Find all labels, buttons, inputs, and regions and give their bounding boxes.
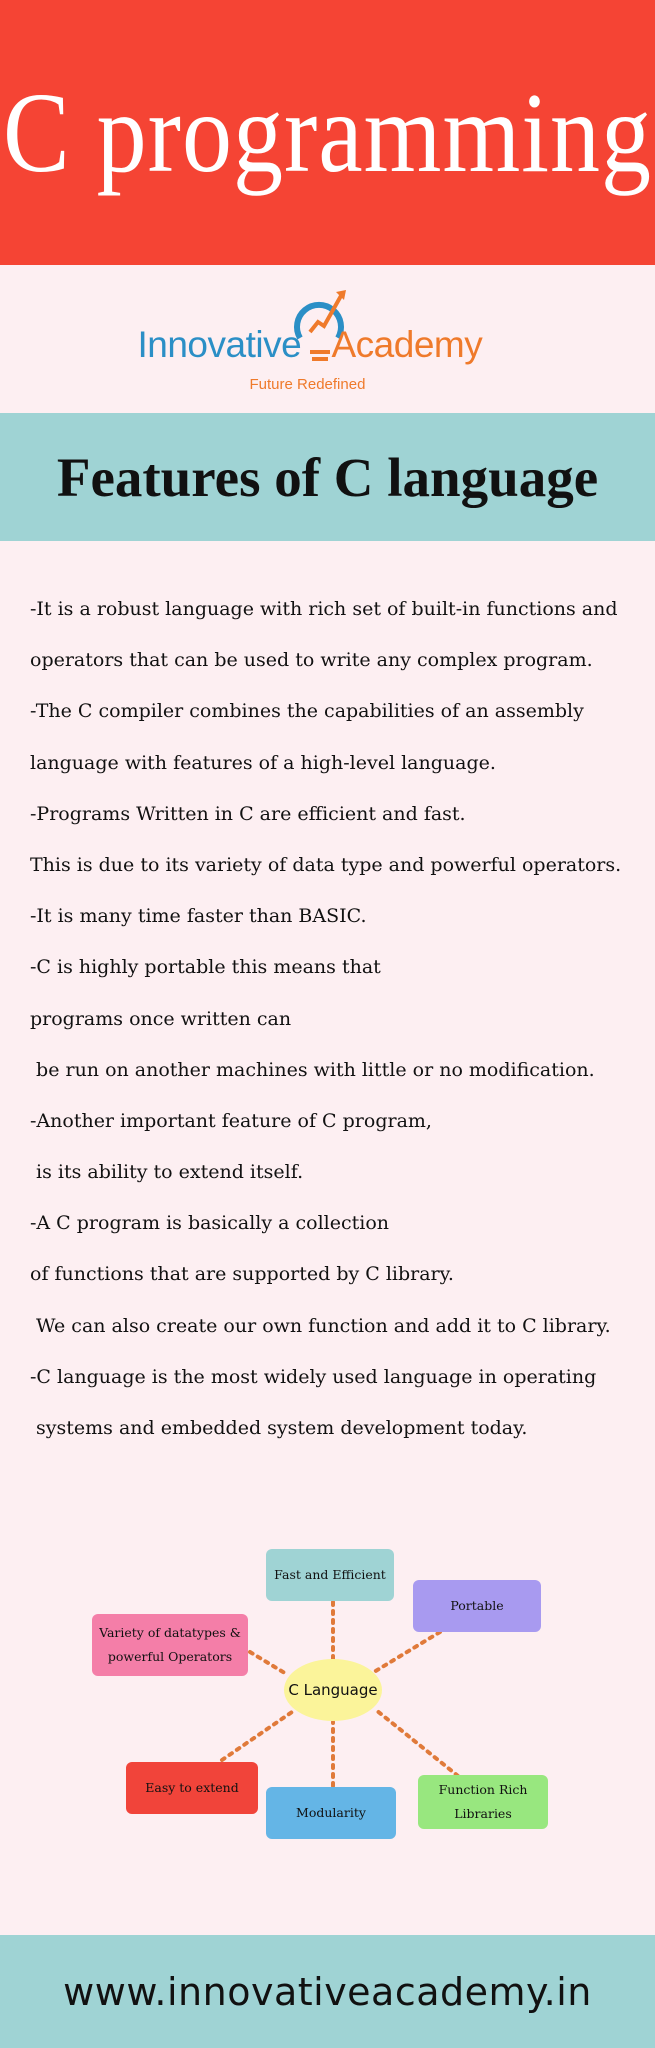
text-line: -A C program is basically a collection (30, 1212, 390, 1235)
node-datatypes (92, 1614, 248, 1676)
node-label: Portable (450, 1598, 504, 1613)
text-line: language with features of a high-level language. (30, 751, 496, 774)
text-line: systems and embedded system development today. (30, 1417, 528, 1439)
text-line: is its ability to extend itself. (30, 1161, 304, 1184)
text-line: -Programs Written in C are efficient and fast. (30, 802, 466, 825)
text-line: of functions that are supported by C library. (30, 1263, 454, 1286)
node-label: powerful Operators (107, 1649, 233, 1664)
footer-banner (0, 1935, 655, 2048)
text-line: This is due to its variety of data type and powerful operators. (30, 853, 622, 876)
logo-word-academy: Academy (331, 324, 483, 365)
node-function-rich-libraries (418, 1775, 548, 1829)
connector-extend (222, 1712, 292, 1760)
text-line: -C language is the most widely used language in operating (30, 1365, 597, 1388)
center-label: C Language (288, 1681, 378, 1699)
features-diagram (0, 1530, 655, 1860)
logo-tagline: Future Redefined (249, 376, 366, 393)
node-modularity (266, 1787, 396, 1839)
text-line: -C is highly portable this means that (30, 956, 381, 979)
text-line: -Another important feature of C program, (30, 1109, 432, 1132)
connector-libraries (376, 1710, 458, 1776)
node-label: Libraries (454, 1806, 512, 1821)
connector-portable (374, 1632, 440, 1672)
center-node-c-language (284, 1659, 382, 1721)
node-label: Function Rich (438, 1782, 528, 1797)
node-portable (413, 1580, 541, 1632)
academy-logo (138, 284, 518, 394)
text-line: -The C compiler combines the capabilities of an assembly (30, 700, 584, 723)
node-label: Variety of datatypes & (99, 1625, 241, 1640)
website-url[interactable]: www.innovativeacademy.in (63, 1969, 592, 2014)
logo-area (0, 265, 655, 413)
text-line: -It is many time faster than BASIC. (30, 905, 367, 928)
node-easy-to-extend (126, 1762, 258, 1814)
feature-description (30, 584, 640, 1454)
node-label: Fast and Efficient (274, 1567, 386, 1582)
node-label: Modularity (296, 1805, 366, 1820)
node-fast-and-efficient (266, 1549, 394, 1601)
text-line: programs once written can (30, 1007, 292, 1030)
connector-datatypes (250, 1652, 288, 1675)
logo-word-innovative: Innovative (137, 324, 302, 365)
node-label: Easy to extend (145, 1780, 239, 1795)
header-banner (0, 0, 655, 265)
section-title: Features of C language (56, 446, 599, 508)
page-title: C programming (2, 68, 653, 197)
text-line: be run on another machines with little or no modification. (30, 1058, 595, 1081)
features-heading-band (0, 413, 655, 541)
text-line: We can also create our own function and add it to C library. (30, 1314, 611, 1337)
text-line: operators that can be used to write any complex program. (30, 649, 593, 672)
text-line: -It is a robust language with rich set of built-in functions and (30, 598, 618, 620)
